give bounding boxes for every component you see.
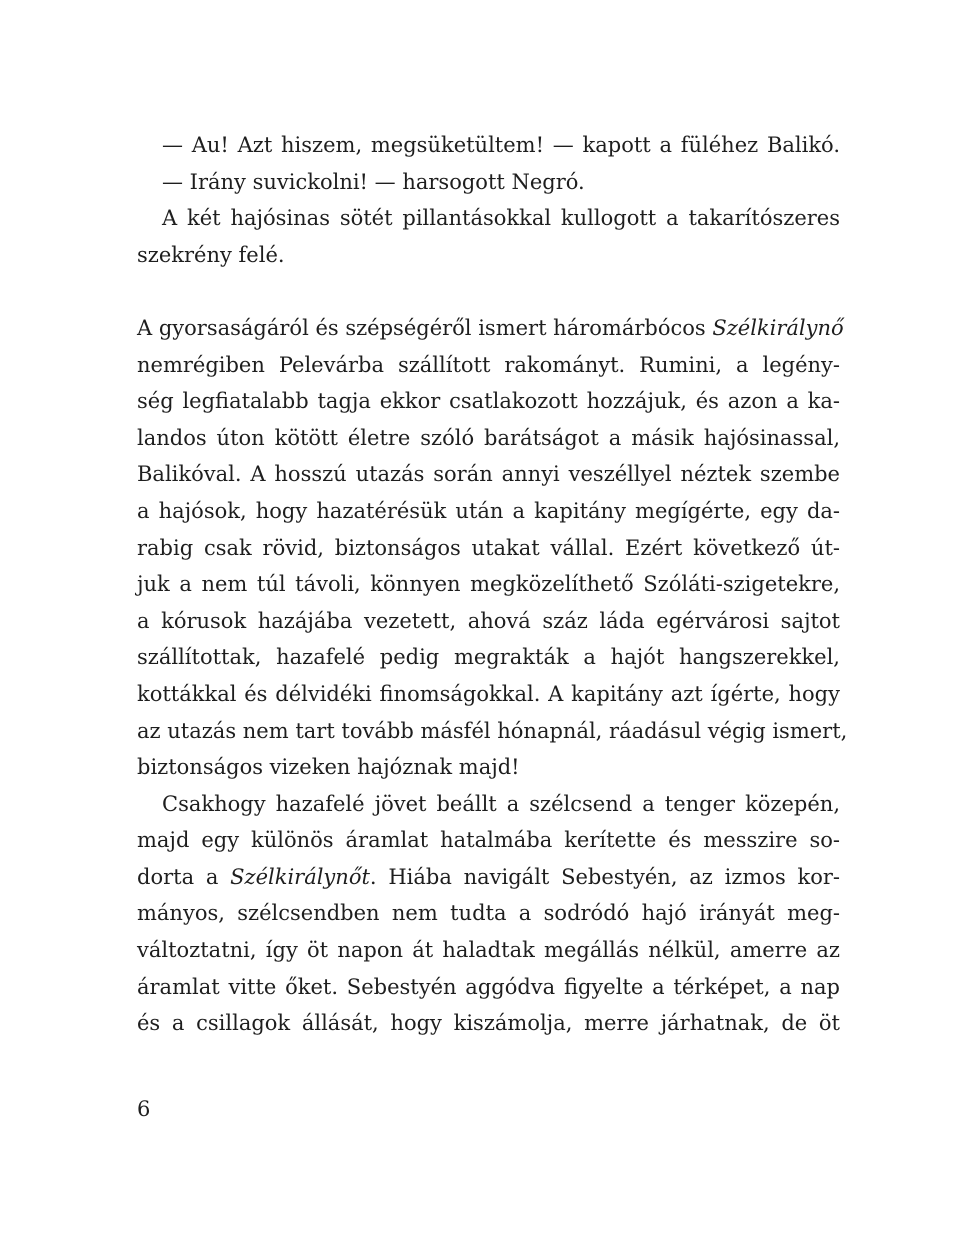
paragraph-line: áramlat vitte őket. Sebestyén aggódva figyelte a térképet, a nap xyxy=(137,974,840,999)
dialogue-line: — Irány suvickolni! — harsogott Negró. xyxy=(162,169,585,194)
paragraph-line: a hajósok, hogy hazatérésük után a kapitány megígérte, egy da- xyxy=(137,498,840,523)
paragraph-line: majd egy különös áramlat hatalmába kerítette és messzire so- xyxy=(137,828,840,853)
paragraph-line: az utazás nem tart tovább másfél hónapnál, ráadásul végig ismert, xyxy=(137,718,848,743)
paragraph-line xyxy=(137,859,840,896)
paragraph-line: rabig csak rövid, biztonságos utakat vállal. Ezért következő út- xyxy=(137,535,840,560)
paragraph-text: . Hiába navigált Sebestyén, az izmos kor- xyxy=(369,864,840,889)
paragraph-line: biztonságos vizeken hajóznak majd! xyxy=(137,755,520,780)
paragraph-line: nemrégiben Pelevárba szállított rakományt. Rumini, a legény- xyxy=(137,352,840,377)
ship-name-italic: Szélkirálynőt xyxy=(230,864,370,889)
book-page-text xyxy=(137,127,848,1042)
paragraph-line: a kórusok hazájába vezetett, ahová száz láda egérvárosi sajtot xyxy=(137,608,840,633)
paragraph-line: szállítottak, hazafelé pedig megrakták a hajót hangszerekkel, xyxy=(137,645,840,670)
paragraph-line: és a csillagok állását, hogy kiszámolja, merre járhatnak, de öt xyxy=(137,1011,840,1036)
paragraph-line: landos úton kötött életre szóló barátságot a másik hajósinassal, xyxy=(137,425,840,450)
paragraph-line: Csakhogy hazafelé jövet beállt a szélcsend a tenger közepén, xyxy=(162,791,840,816)
paragraph-line: ség legfiatalabb tagja ekkor csatlakozott hozzájuk, és azon a ka- xyxy=(137,389,840,414)
paragraph-line: változtatni, így öt napon át haladtak megállás nélkül, amerre az xyxy=(137,938,840,963)
ship-name-italic: Szélkirálynő xyxy=(712,315,844,340)
section-break xyxy=(137,273,840,310)
paragraph-line: juk a nem túl távoli, könnyen megközelíthető Szóláti-szigetekre, xyxy=(137,572,840,597)
paragraph-line: szekrény felé. xyxy=(137,242,285,267)
paragraph-line: kottákkal és délvidéki finomságokkal. A kapitány azt ígérte, hogy xyxy=(137,681,840,706)
paragraph-text: dorta a xyxy=(137,864,231,889)
page-number: 6 xyxy=(137,1097,151,1121)
paragraph-line xyxy=(137,310,844,347)
paragraph-line: mányos, szélcsendben nem tudta a sodródó hajó irányát meg- xyxy=(137,901,840,926)
paragraph-line: A két hajósinas sötét pillantásokkal kullogott a takarítószeres xyxy=(162,206,840,231)
paragraph-text: A gyorsaságáról és szépségéről ismert háromárbócos xyxy=(137,315,713,340)
dialogue-line: — Au! Azt hiszem, megsüketültem! — kapott a füléhez Balikó. xyxy=(162,133,840,157)
paragraph-line: Balikóval. A hosszú utazás során annyi veszéllyel néztek szembe xyxy=(137,462,840,487)
